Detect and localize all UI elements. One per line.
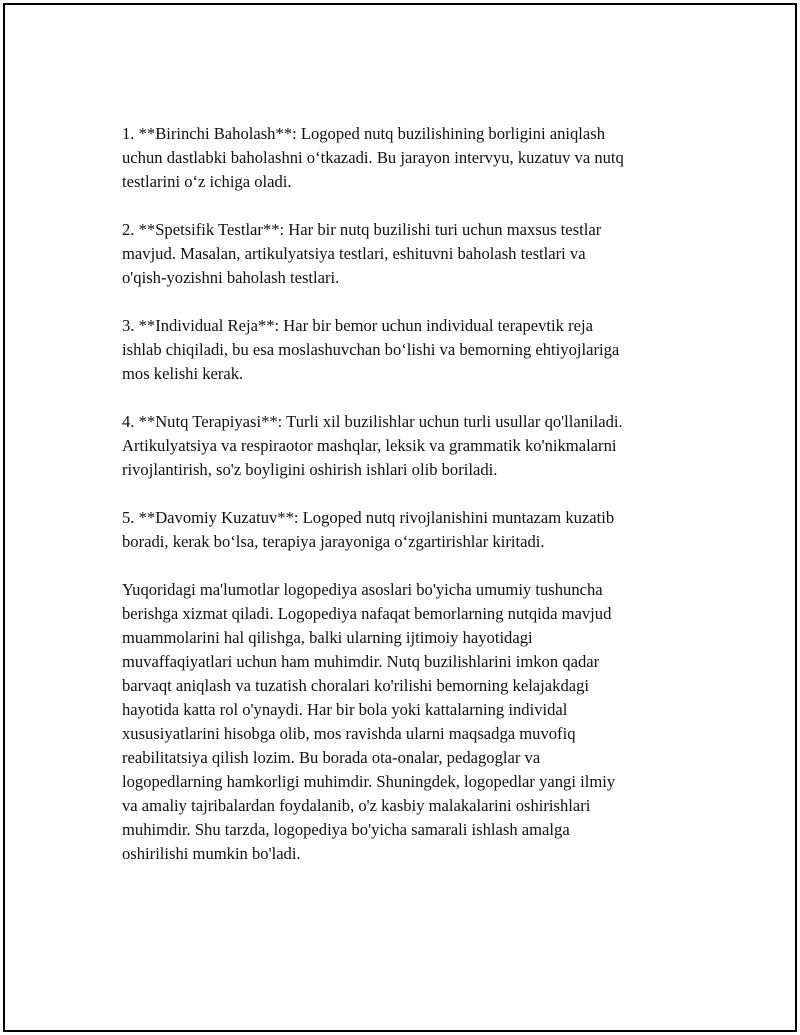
summary-paragraph: Yuqoridagi ma'lumotlar logopediya asoslari bo'yicha umumiy tushuncha berishga xizmat qiladi. Logopediya nafaqat bemorlarning nutqida mavjud muammolarini hal qilishga, balki ularning ijtimoiy hayotidagi muvaffaqiyatlari uchun ham muhimdir. Nutq buzilishlarini imkon qadar barvaqt aniqlash va tuzatish choralari ko'rilishi bemorning kelajakdagi hayotida katta rol o'ynaydi. Har bir bola yoki kattalarning individal xususiyatlarini hisobga olib, mos ravishda ularni maqsadga muvofiq reabilitatsiya qilish lozim. Bu borada ota-onalar, pedagoglar va logopedlarning hamkorligi muhimdir. Shuningdek, logopedlar yangi ilmiy va amaliy tajribalardan foydalanib, o'z kasbiy malakalarini oshirishlari muhimdir. Shu tarzda, logopediya bo'yicha samarali ishlash amalga oshirilishi mumkin bo'ladi.: [122, 580, 616, 863]
document-body: [122, 122, 692, 866]
list-item-davomiy-kuzatuv: 5. **Davomiy Kuzatuv**: Logoped nutq rivojlanishini muntazam kuzatib boradi, kerak boʻlsa, terapiya jarayoniga oʻzgartirishlar kiritadi.: [122, 508, 615, 551]
list-item-nutq-terapiyasi: 4. **Nutq Terapiyasi**: Turli xil buzilishlar uchun turli usullar qo'llaniladi. Artikulyatsiya va respiraotor mashqlar, leksik va grammatik ko'nikmalarni rivojlantirish, so'z boyligini oshirish ishlari olib boriladi.: [122, 412, 623, 479]
list-item-birinchi-baholash: 1. **Birinchi Baholash**: Logoped nutq buzilishining borligini aniqlash uchun dastlabki baholashni oʻtkazadi. Bu jarayon intervyu, kuzatuv va nutq testlarini oʻz ichiga oladi.: [122, 124, 624, 191]
list-item-spetsifik-testlar: 2. **Spetsifik Testlar**: Har bir nutq buzilishi turi uchun maxsus testlar mavjud. Masalan, artikulyatsiya testlari, eshituvni baholash testlari va o'qish-yozishni baholash testlari.: [122, 220, 602, 287]
page-frame: [3, 3, 797, 1032]
list-item-individual-reja: 3. **Individual Reja**: Har bir bemor uchun individual terapevtik reja ishlab chiqiladi, bu esa moslashuvchan boʻlishi va bemorning ehtiyojlariga mos kelishi kerak.: [122, 316, 620, 383]
